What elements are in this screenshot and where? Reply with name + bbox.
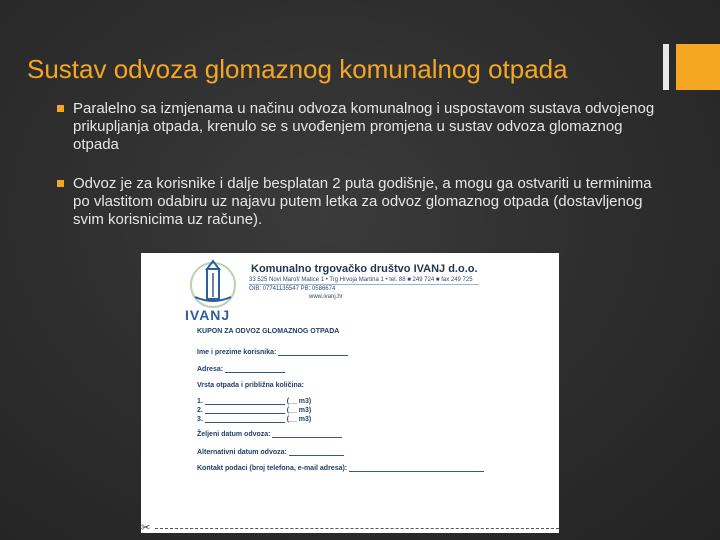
item-blank — [205, 398, 285, 405]
field-alternative-date-label: Alternativni datum odvoza: — [197, 449, 287, 456]
company-name: Komunalno trgovačko društvo IVANJ d.o.o. — [251, 263, 478, 275]
scissors-icon: ✂ — [141, 522, 151, 533]
item-unit: (__ m3) — [286, 398, 312, 405]
company-oib-line: OIB: 07741135547 PB: 0586674 — [249, 286, 336, 292]
field-waste-type: Vrsta otpada i približna količina: — [197, 382, 304, 389]
field-address — [197, 366, 285, 373]
item-blank — [205, 407, 285, 414]
company-address-line: 33 525 Novi Marof/ Matice 1 • Trg Hrvoja Martina 1 • tel. 88 ■ 249 724 ■ fax 249 725 — [249, 276, 479, 285]
field-item-2 — [197, 407, 311, 414]
bullet-text: Odvoz je za korisnike i dalje besplatan 2 puta godišnje, a mogu ga ostvariti u terminima po vlastitom odabiru uz najavu putem letka za odvoz glomaznog otpada (dostavljenog svim korisnicima uz račune). — [73, 175, 652, 228]
bullet-marker — [57, 180, 64, 187]
item-unit: (__ m3) — [286, 407, 312, 414]
item-number: 1. — [197, 398, 203, 405]
field-alternative-date-blank — [289, 449, 344, 456]
company-details — [249, 276, 479, 301]
company-logo-text: IVANJ — [185, 307, 231, 323]
field-preferred-date-blank — [272, 431, 342, 438]
item-blank — [205, 416, 285, 423]
field-address-blank — [225, 366, 285, 373]
bullet-item — [57, 100, 657, 154]
item-unit: (__ m3) — [286, 416, 312, 423]
field-contact — [197, 465, 484, 472]
company-web-line: www.ivanj.hr — [309, 294, 343, 300]
bullet-list — [57, 100, 657, 229]
accent-bar — [663, 44, 669, 90]
slide-title: Sustav odvoza glomaznog komunalnog otpada — [27, 54, 568, 84]
field-name-blank — [278, 349, 348, 356]
field-item-3 — [197, 416, 311, 423]
accent-block — [676, 44, 720, 90]
field-name — [197, 349, 348, 356]
field-name-label: Ime i prezime korisnika: — [197, 349, 277, 356]
bullet-text: Paralelno sa izmjenama u načinu odvoza komunalnog i uspostavom sustava odvojenog prikupljanja otpada, krenulo se s uvođenjem promjena u sustav odvoza glomaznog otpada — [73, 100, 655, 153]
field-alternative-date — [197, 449, 344, 456]
item-number: 3. — [197, 416, 203, 423]
field-item-1 — [197, 398, 311, 405]
item-number: 2. — [197, 407, 203, 414]
bullet-marker — [57, 105, 64, 112]
form-title: KUPON ZA ODVOZ GLOMAZNOG OTPADA — [197, 328, 340, 335]
field-contact-blank — [349, 465, 484, 472]
field-preferred-date-label: Željeni datum odvoza: — [197, 431, 271, 438]
coupon-image — [141, 253, 559, 533]
cut-line — [155, 528, 559, 529]
bullet-item — [57, 175, 657, 229]
field-preferred-date — [197, 431, 342, 438]
field-contact-label: Kontakt podaci (broj telefona, e-mail adresa): — [197, 465, 348, 472]
field-address-label: Adresa: — [197, 366, 224, 373]
